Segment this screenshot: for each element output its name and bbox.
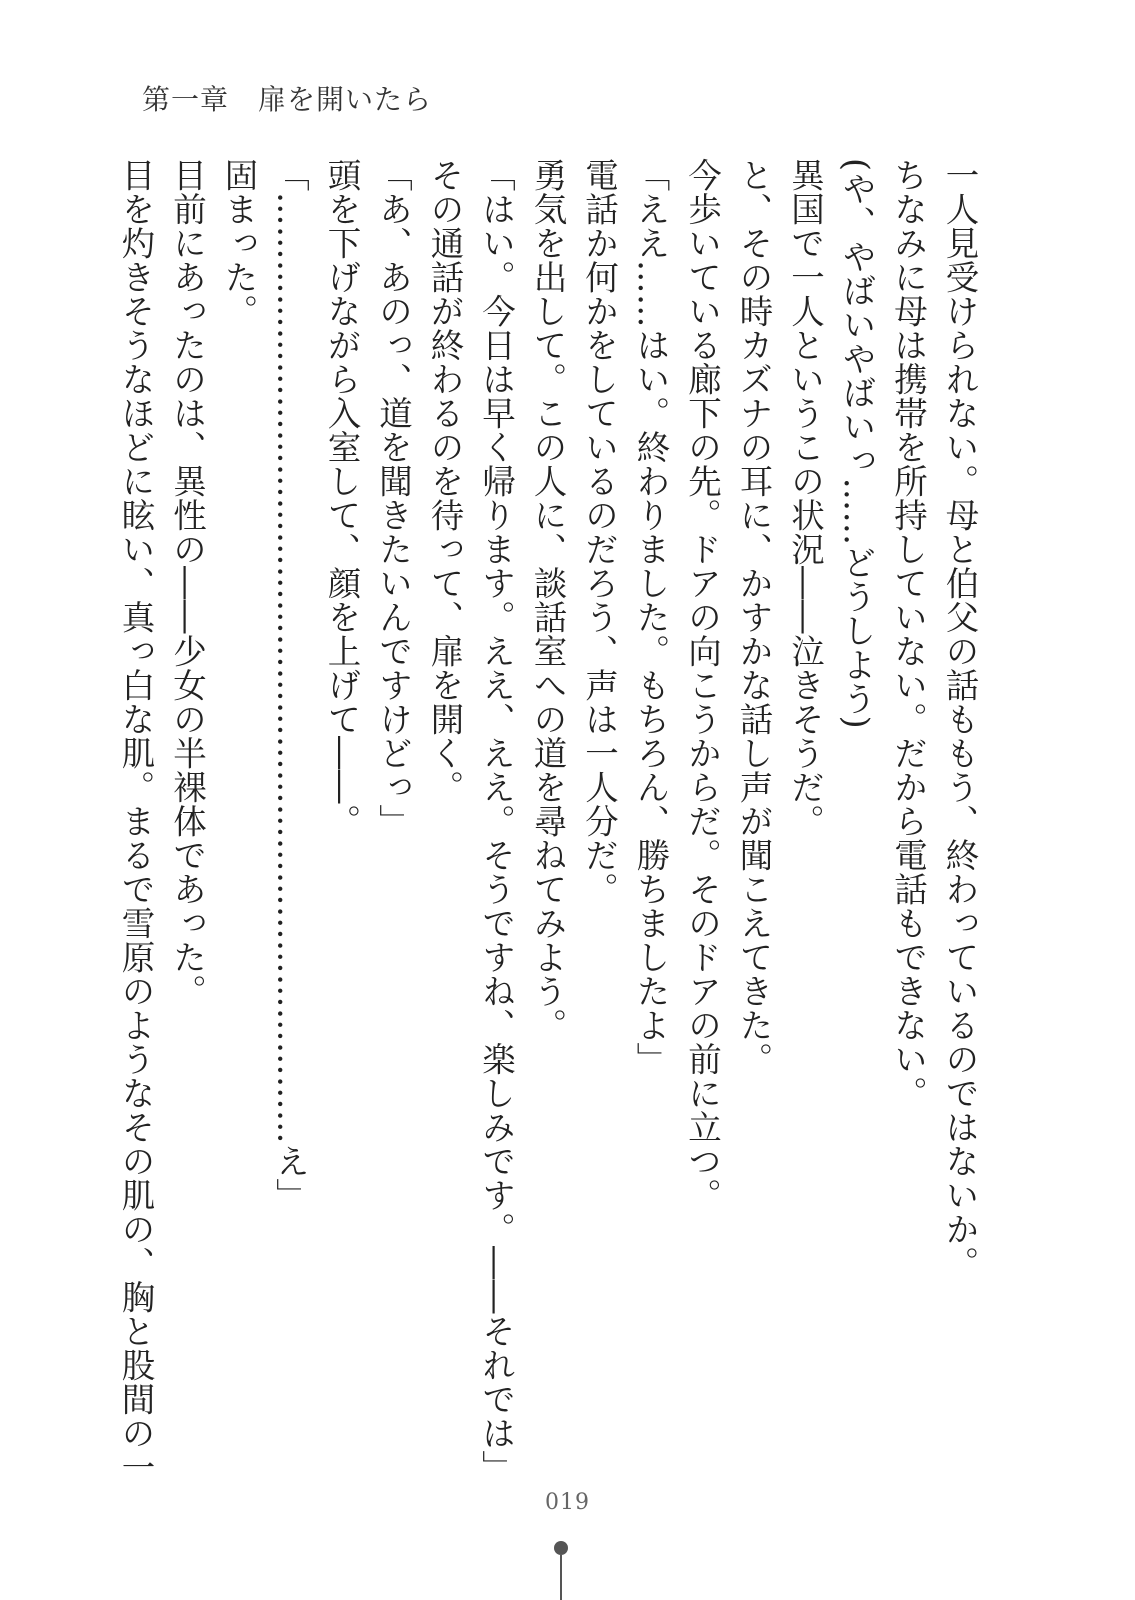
text-line: 頭を下げながら入室して、顔を上げて――。 <box>322 158 361 838</box>
text-line: 「はい。今日は早く帰ります。ええ、ええ。そうですね、楽しみです。――それでは」 <box>476 158 516 1484</box>
text-line: 「あ、あのっ、道を聞きたいんですけどっ」 <box>373 158 413 838</box>
folio-rule-ornament <box>560 1555 562 1600</box>
text-line: ちなみに母は携帯を所持していない。だから電話もできない。 <box>888 158 928 1110</box>
text-line: 目前にあったのは、異性の――少女の半裸体であった。 <box>167 158 207 1008</box>
text-line: 一人見受けられない。母と伯父の話ももう、終わっているのではないか。 <box>940 158 979 1280</box>
page-number: 019 <box>545 1490 590 1515</box>
text-line: 「ええ……はい。終わりました。もちろん、勝ちましたよ」 <box>631 158 670 1076</box>
text-line: 電話か何かをしているのだろう、声は一人分だ。 <box>579 158 619 906</box>
vertical-body-text <box>116 158 985 1484</box>
text-line: と、その時カズナの耳に、かすかな話し声が聞こえてきた。 <box>734 158 773 1076</box>
text-line: 「…………………………………………………………………………え」 <box>270 158 310 1212</box>
text-line: その通話が終わるのを待って、扉を開く。 <box>425 158 464 804</box>
text-line: 勇気を出して。この人に、談話室への道を尋ねてみよう。 <box>528 158 567 1042</box>
text-line: (や、やばいやばいっ……どうしよう) <box>837 158 876 730</box>
text-line: 固まった。 <box>219 158 258 328</box>
folio-dot-ornament <box>554 1541 568 1555</box>
running-head: 第一章 扉を開いたら <box>142 83 433 116</box>
text-line: 異国で一人というこの状況――泣きそうだ。 <box>785 158 825 838</box>
text-line: 今歩いている廊下の先。ドアの向こうからだ。そのドアの前に立つ。 <box>682 158 722 1212</box>
text-line: 目を灼きそうなほどに眩い、真っ白な肌。まるで雪原のようなその肌の、胸と股間の一 <box>116 158 155 1484</box>
